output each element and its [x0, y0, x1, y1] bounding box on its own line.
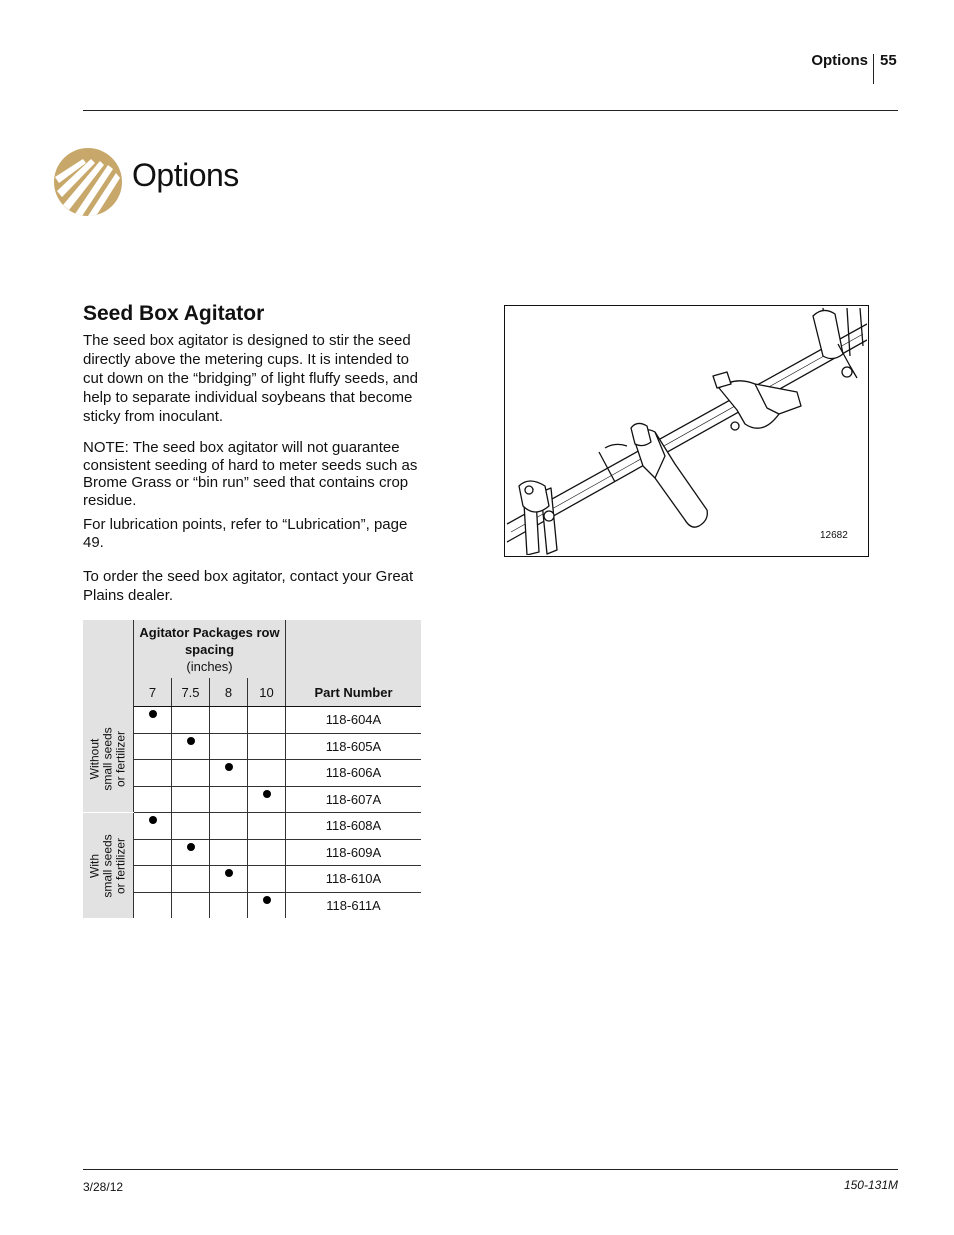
header-rule: [83, 110, 898, 111]
footer-document-number: 150-131M: [843, 1178, 898, 1192]
selected-bullet-icon: [263, 896, 271, 904]
part-number-cell: 118-610A: [286, 866, 422, 893]
part-number-cell: 118-606A: [286, 760, 422, 787]
header-separator: [873, 54, 874, 84]
spacing-cell: [210, 733, 248, 760]
spacing-cell: [248, 839, 286, 866]
group-label-cell: [83, 707, 134, 813]
header-page-number: 55: [880, 52, 897, 69]
agitator-illustration: [504, 305, 869, 557]
section-heading: Seed Box Agitator: [83, 302, 265, 325]
paragraph-note: NOTE: The seed box agitator will not guarantee consistent seeding of hard to meter seeds such as Brome Grass or “bin run” seed that contains crop residue.: [83, 439, 418, 509]
spacing-cell: [210, 866, 248, 893]
spacing-column-header: 7.5: [172, 678, 210, 707]
spacing-cell: [172, 813, 210, 840]
table-row: [83, 892, 421, 918]
part-number-cell: 118-607A: [286, 786, 422, 813]
spacing-cell: [134, 733, 172, 760]
spacing-cell: [210, 892, 248, 918]
header-section-title: Options: [811, 52, 868, 69]
table-row: [83, 839, 421, 866]
agitator-parts-table: [83, 620, 421, 918]
footer-rule: [83, 1169, 898, 1170]
spacing-column-header: 10: [248, 678, 286, 707]
table-row: [83, 813, 421, 840]
spacing-cell: [248, 813, 286, 840]
spacing-column-header: 7: [134, 678, 172, 707]
spacing-cell: [172, 866, 210, 893]
spacing-cell: [248, 786, 286, 813]
part-number-cell: 118-604A: [286, 707, 422, 734]
part-number-cell: 118-609A: [286, 839, 422, 866]
table-row: [83, 786, 421, 813]
table-header-title: Agitator Packages row spacing: [139, 624, 280, 657]
great-plains-logo-icon: [53, 147, 123, 217]
part-number-header: Part Number: [286, 620, 422, 707]
paragraph-order: To order the seed box agitator, contact your Great Plains dealer.: [83, 568, 414, 604]
spacing-cell: [172, 839, 210, 866]
table-body: [83, 707, 421, 919]
group-label: With small seeds or fertilizer: [87, 833, 128, 898]
spacing-cell: [134, 813, 172, 840]
spacing-cell: [172, 733, 210, 760]
group-label-cell: [83, 813, 134, 919]
spacing-cell: [134, 839, 172, 866]
footer-date: 3/28/12: [83, 1180, 124, 1194]
spacing-cell: [172, 707, 210, 734]
selected-bullet-icon: [149, 816, 157, 824]
page-title: Options: [132, 157, 239, 193]
table-header-group: [134, 620, 286, 678]
selected-bullet-icon: [187, 737, 195, 745]
spacing-cell: [210, 786, 248, 813]
spacing-cell: [210, 839, 248, 866]
spacing-cell: [134, 892, 172, 918]
spacing-cell: [248, 866, 286, 893]
agitator-drawing: [505, 306, 867, 555]
spacing-cell: [172, 786, 210, 813]
table-row: [83, 866, 421, 893]
group-label: Without small seeds or fertilizer: [87, 727, 128, 791]
spacing-cell: [172, 892, 210, 918]
part-number-cell: 118-605A: [286, 733, 422, 760]
spacing-cell: [248, 707, 286, 734]
table-row: [83, 707, 421, 734]
table-corner-cell: [83, 620, 134, 707]
paragraph-description: The seed box agitator is designed to stir the seed directly above the metering cups. It is intended to cut down on the “bridging” of light fluffy seeds, and help to separate individual soybeans that become sticky from inoculant.: [83, 332, 418, 425]
spacing-cell: [134, 786, 172, 813]
table-row: [83, 760, 421, 787]
spacing-cell: [172, 760, 210, 787]
selected-bullet-icon: [187, 843, 195, 851]
spacing-cell: [248, 892, 286, 918]
spacing-cell: [248, 733, 286, 760]
part-number-cell: 118-611A: [326, 897, 381, 913]
table-row: [83, 733, 421, 760]
spacing-cell: [210, 707, 248, 734]
table-header-unit: (inches): [186, 658, 233, 674]
spacing-column-header: 8: [210, 678, 248, 707]
selected-bullet-icon: [225, 763, 233, 771]
spacing-cell: [134, 707, 172, 734]
figure-number: 12682: [820, 530, 848, 541]
selected-bullet-icon: [263, 790, 271, 798]
spacing-cell: [134, 866, 172, 893]
spacing-cell: [210, 760, 248, 787]
spacing-cell: [248, 760, 286, 787]
selected-bullet-icon: [225, 869, 233, 877]
paragraph-lubrication: For lubrication points, refer to “Lubrication”, page 49.: [83, 516, 408, 551]
spacing-cell: [134, 760, 172, 787]
selected-bullet-icon: [149, 710, 157, 718]
part-number-cell: 118-608A: [286, 813, 422, 840]
spacing-cell: [210, 813, 248, 840]
